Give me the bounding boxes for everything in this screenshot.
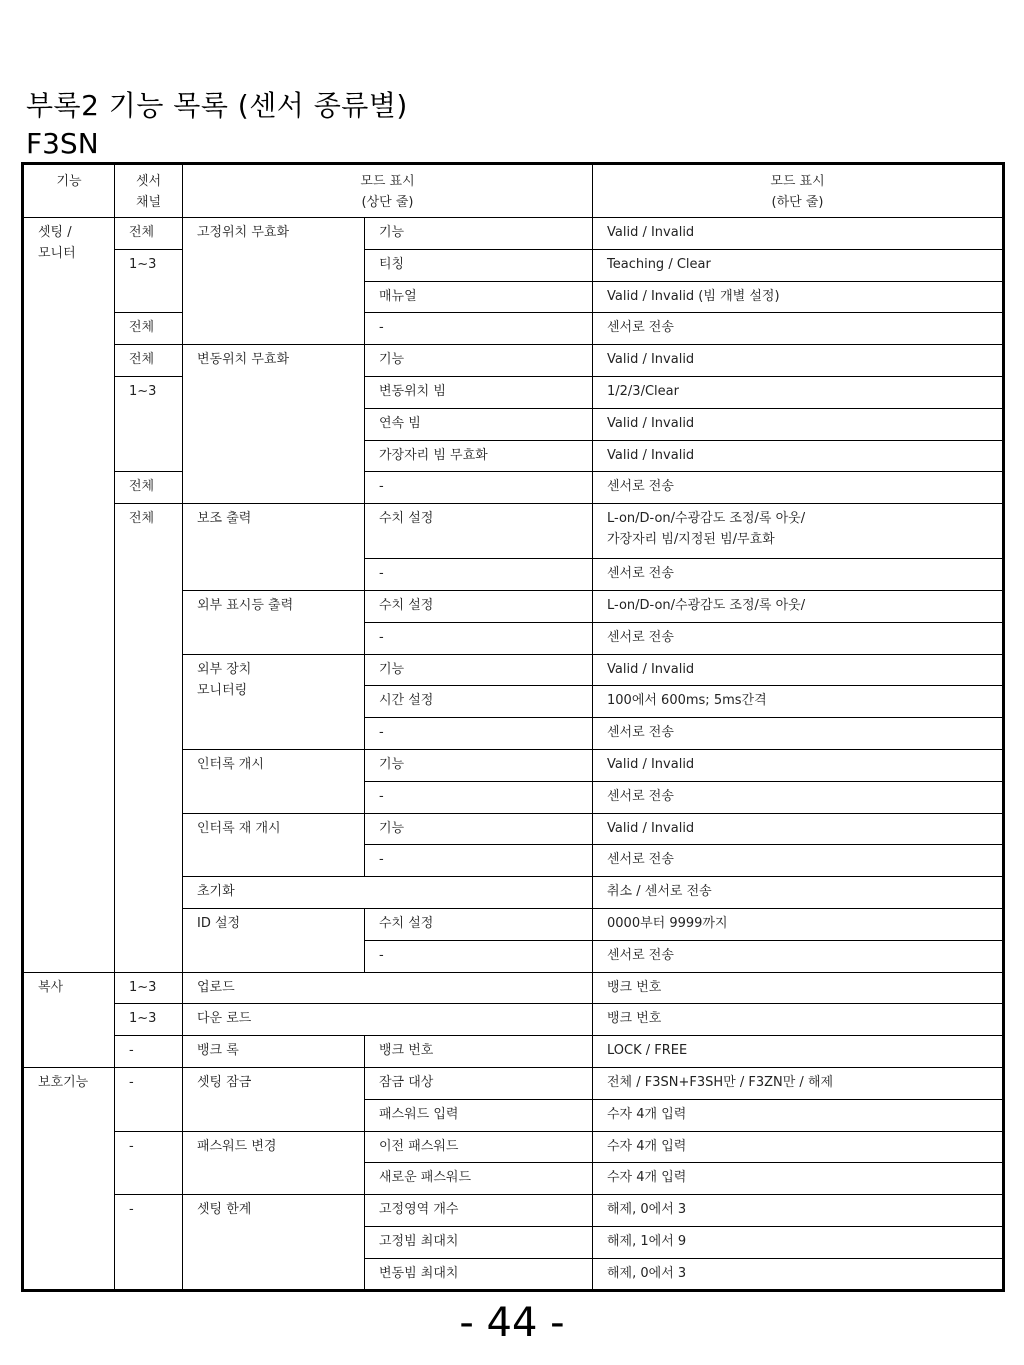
item-cell: 외부 장치 모니터링 — [183, 654, 365, 749]
table-row — [23, 377, 1004, 409]
lower-cell: 뱅크 번호 — [593, 972, 1004, 1004]
header-mode-upper: 모드 표시 (상단 줄) — [183, 164, 593, 218]
item-cell: 셋팅 한계 — [183, 1195, 365, 1291]
lower-cell: 수자 4개 입력 — [593, 1163, 1004, 1195]
lower-cell: Valid / Invalid — [593, 218, 1004, 250]
lower-cell: 센서로 전송 — [593, 845, 1004, 877]
item-cell: 패스워드 변경 — [183, 1131, 365, 1195]
lower-cell: Valid / Invalid — [593, 408, 1004, 440]
lower-cell: 센서로 전송 — [593, 781, 1004, 813]
lower-cell: 센서로 전송 — [593, 718, 1004, 750]
lower-cell: 수자 4개 입력 — [593, 1099, 1004, 1131]
header-function: 기능 — [23, 164, 115, 218]
item-cell: 인터록 개시 — [183, 749, 365, 813]
sub-cell: 기능 — [365, 654, 593, 686]
table-row — [23, 1036, 1004, 1068]
sub-cell: - — [365, 940, 593, 972]
item-cell: 외부 표시등 출력 — [183, 591, 365, 655]
item-cell: 셋팅 잠금 — [183, 1067, 365, 1131]
channel-cell: 전체 — [115, 313, 183, 345]
table-row — [23, 1067, 1004, 1099]
sub-cell: 패스워드 입력 — [365, 1099, 593, 1131]
item-cell: 고정위치 무효화 — [183, 218, 365, 345]
channel-cell: 전체 — [115, 345, 183, 377]
item-cell: 보조 출력 — [183, 504, 365, 591]
table-header-row — [23, 164, 1004, 218]
header-mode-lower: 모드 표시 (하단 줄) — [593, 164, 1004, 218]
sub-cell: - — [365, 622, 593, 654]
function-list-table — [21, 162, 1005, 1292]
table-row — [23, 1195, 1004, 1227]
sub-cell: - — [365, 313, 593, 345]
lower-cell: Teaching / Clear — [593, 249, 1004, 281]
group-protection: 보호기능 — [23, 1067, 115, 1290]
table-row — [23, 345, 1004, 377]
item-cell: 초기화 — [183, 877, 593, 909]
sub-cell: 기능 — [365, 218, 593, 250]
table-row — [23, 1131, 1004, 1163]
channel-cell: 전체 — [115, 504, 183, 972]
group-copy: 복사 — [23, 972, 115, 1067]
lower-cell: Valid / Invalid — [593, 813, 1004, 845]
lower-cell: L-on/D-on/수광감도 조정/록 아웃/ 가장자리 빔/지정된 빔/무효화 — [593, 504, 1004, 559]
lower-cell: Valid / Invalid — [593, 345, 1004, 377]
sub-cell: 고정빔 최대치 — [365, 1226, 593, 1258]
sub-cell: 수치 설정 — [365, 591, 593, 623]
sub-cell: 고정영역 개수 — [365, 1195, 593, 1227]
sub-cell: 시간 설정 — [365, 686, 593, 718]
table-row — [23, 249, 1004, 281]
page-title: 부록2 기능 목록 (센서 종류별) — [26, 89, 408, 122]
channel-cell: 1~3 — [115, 972, 183, 1004]
sub-cell: 이전 패스워드 — [365, 1131, 593, 1163]
sub-cell: 매뉴얼 — [365, 281, 593, 313]
sub-cell: - — [365, 718, 593, 750]
lower-cell: 해제, 0에서 3 — [593, 1195, 1004, 1227]
sub-cell: 연속 빔 — [365, 408, 593, 440]
sub-cell: - — [365, 472, 593, 504]
lower-cell: Valid / Invalid — [593, 654, 1004, 686]
lower-cell: 센서로 전송 — [593, 559, 1004, 591]
lower-cell: LOCK / FREE — [593, 1036, 1004, 1068]
channel-cell: - — [115, 1195, 183, 1291]
channel-cell: 1~3 — [115, 249, 183, 313]
item-cell: 변동위치 무효화 — [183, 345, 365, 504]
sub-cell: - — [365, 781, 593, 813]
sub-cell: 기능 — [365, 813, 593, 845]
table-row — [23, 1004, 1004, 1036]
model-name: F3SN — [26, 127, 99, 160]
lower-cell: 센서로 전송 — [593, 940, 1004, 972]
sub-cell: 뱅크 번호 — [365, 1036, 593, 1068]
channel-cell: - — [115, 1131, 183, 1195]
sub-cell: 새로운 패스워드 — [365, 1163, 593, 1195]
lower-cell: 뱅크 번호 — [593, 1004, 1004, 1036]
item-cell: 다운 로드 — [183, 1004, 593, 1036]
lower-cell: 수자 4개 입력 — [593, 1131, 1004, 1163]
page-number: - 44 - — [459, 1300, 565, 1346]
lower-cell: 전체 / F3SN+F3SH만 / F3ZN만 / 해제 — [593, 1067, 1004, 1099]
item-cell: 인터록 재 개시 — [183, 813, 365, 877]
lower-cell: 해제, 0에서 3 — [593, 1258, 1004, 1290]
lower-cell: 0000부터 9999까지 — [593, 908, 1004, 940]
table-row — [23, 972, 1004, 1004]
group-setting-monitor: 셋팅 / 모니터 — [23, 218, 115, 973]
lower-cell: L-on/D-on/수광감도 조정/록 아웃/ — [593, 591, 1004, 623]
sub-cell: 잠금 대상 — [365, 1067, 593, 1099]
table-row — [23, 504, 1004, 559]
lower-cell: Valid / Invalid (빔 개별 설정) — [593, 281, 1004, 313]
lower-cell: 100에서 600ms; 5ms간격 — [593, 686, 1004, 718]
lower-cell: Valid / Invalid — [593, 749, 1004, 781]
item-cell: ID 설정 — [183, 908, 365, 972]
sub-cell: - — [365, 845, 593, 877]
sub-cell: 변동빔 최대치 — [365, 1258, 593, 1290]
lower-cell: 해제, 1에서 9 — [593, 1226, 1004, 1258]
channel-cell: 전체 — [115, 472, 183, 504]
table-row — [23, 313, 1004, 345]
lower-cell: 1/2/3/Clear — [593, 377, 1004, 409]
sub-cell: 수치 설정 — [365, 908, 593, 940]
sub-cell: 가장자리 빔 무효화 — [365, 440, 593, 472]
channel-cell: - — [115, 1067, 183, 1131]
item-cell: 뱅크 록 — [183, 1036, 365, 1068]
sub-cell: 변동위치 빔 — [365, 377, 593, 409]
table-row — [23, 472, 1004, 504]
lower-cell: Valid / Invalid — [593, 440, 1004, 472]
sub-cell: 티칭 — [365, 249, 593, 281]
sub-cell: 수치 설정 — [365, 504, 593, 559]
table-row — [23, 218, 1004, 250]
sub-cell: 기능 — [365, 749, 593, 781]
channel-cell: 1~3 — [115, 377, 183, 472]
lower-cell: 센서로 전송 — [593, 472, 1004, 504]
item-cell: 업로드 — [183, 972, 593, 1004]
header-sensor-channel: 셋서 채널 — [115, 164, 183, 218]
lower-cell: 센서로 전송 — [593, 313, 1004, 345]
sub-cell: 기능 — [365, 345, 593, 377]
lower-cell: 센서로 전송 — [593, 622, 1004, 654]
lower-cell: 취소 / 센서로 전송 — [593, 877, 1004, 909]
sub-cell: - — [365, 559, 593, 591]
channel-cell: 1~3 — [115, 1004, 183, 1036]
channel-cell: - — [115, 1036, 183, 1068]
channel-cell: 전체 — [115, 218, 183, 250]
